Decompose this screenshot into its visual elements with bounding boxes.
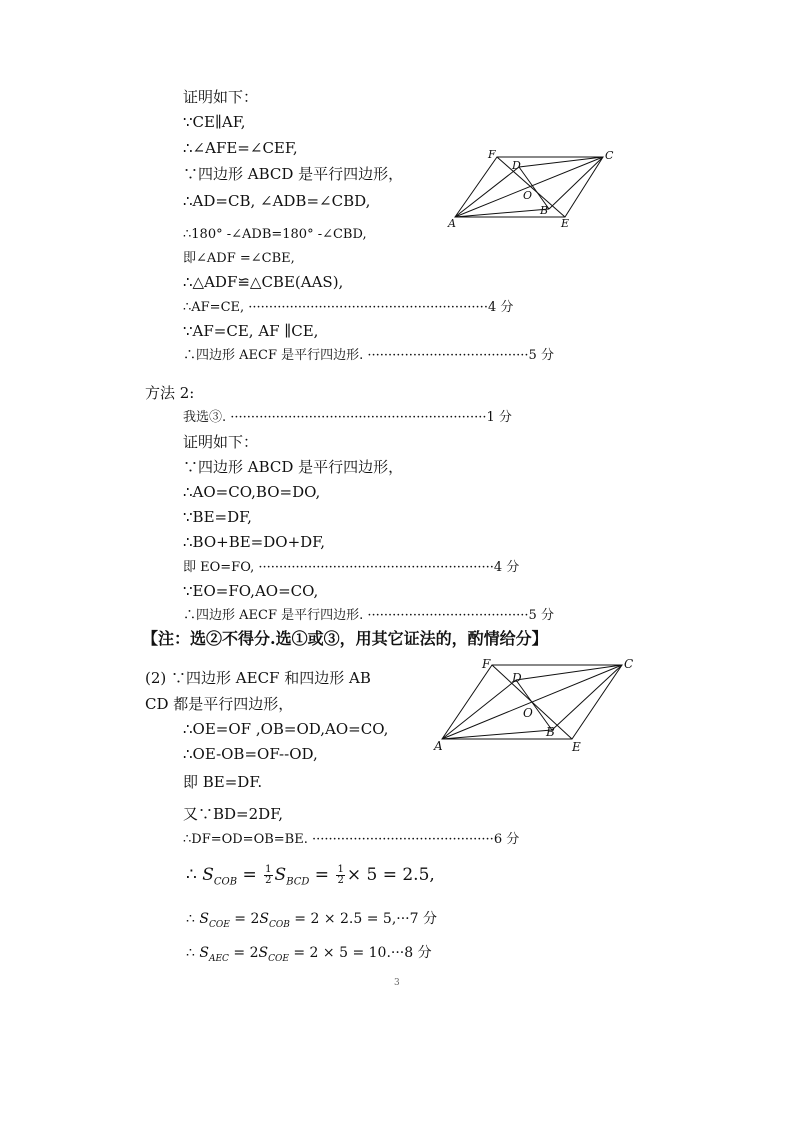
- formula1-sub1: COB: [213, 876, 238, 888]
- method1-line-4: ∵四边形 ABCD 是平行四边形，: [183, 165, 404, 183]
- label-d-2: D: [512, 671, 522, 685]
- label-b: B: [540, 204, 549, 217]
- formula2-s: S: [199, 911, 209, 927]
- grading-note: 【注：选②不得分.选①或③，用其它证法的，酌情给分】: [142, 629, 548, 648]
- method2-heading: 方法 2:: [145, 384, 195, 402]
- label-f-2: F: [482, 657, 491, 671]
- part2-line-7: ∴DF=OD=OB=BE. ············································6 分: [183, 832, 520, 847]
- formula3-sub2: COE: [268, 953, 289, 964]
- formula1-therefore: ∴: [186, 865, 197, 885]
- fraction-half-1: $\frac{1}{2}$: [265, 864, 272, 886]
- fraction-half-2: $\frac{1}{2}$: [337, 864, 344, 886]
- label-e: E: [561, 217, 570, 230]
- method1-line-6: ∴180° -∠ADB=180° -∠CBD,: [183, 227, 367, 242]
- formula2-rest: = 2 × 2.5 = 5,···7 分: [294, 911, 437, 927]
- method1-line-2: ∵CE∥AF,: [183, 113, 246, 131]
- formula-saec: [186, 942, 432, 970]
- formula2-sub1: COE: [208, 919, 230, 930]
- method2-line-8: ∵EO=FO,AO=CO,: [183, 582, 319, 600]
- label-o: O: [523, 189, 533, 202]
- formula3-s: S: [199, 945, 209, 961]
- label-o-2: O: [523, 706, 533, 720]
- formula3-sub1: AEC: [208, 953, 229, 964]
- part2-line-3: ∴OE=OF ,OB=OD,AO=CO,: [183, 720, 389, 738]
- label-d: D: [512, 159, 521, 172]
- formula1-sub2: BCD: [286, 876, 310, 888]
- label-a: A: [448, 217, 456, 230]
- method2-line-9: ∴四边形 AECF 是平行四边形. ·······································5 分: [183, 608, 554, 623]
- label-f: F: [488, 148, 496, 161]
- formula1-s: S: [202, 865, 214, 885]
- formula1-eq2: =: [314, 865, 330, 885]
- formula3-mid: = 2: [233, 945, 259, 961]
- formula-scoe: [186, 908, 437, 936]
- part2-line-4: ∴OE-OB=OF--OD,: [183, 745, 318, 763]
- label-a-2: A: [434, 739, 443, 753]
- formula1-rest: × 5 = 2.5,: [346, 865, 435, 885]
- parallelogram-figure-bottom: [430, 655, 640, 760]
- formula1-eq: =: [242, 865, 257, 885]
- method1-line-3: ∴∠AFE=∠CEF,: [183, 139, 298, 157]
- formula2-s2: S: [259, 911, 269, 927]
- label-b-2: B: [546, 725, 555, 739]
- formula2-sub2: COB: [268, 919, 290, 930]
- method1-line-11: ∴四边形 AECF 是平行四边形. ·······································5 分: [183, 348, 554, 363]
- part2-line-1: (2) ∵四边形 AECF 和四边形 AB: [145, 669, 371, 687]
- formula1-s2: S: [274, 865, 287, 885]
- part2-line-6: 又∵BD=2DF,: [183, 805, 284, 823]
- formula3-therefore: ∴: [186, 945, 195, 961]
- method2-line-4: ∴AO=CO,BO=DO,: [183, 483, 321, 501]
- part2-line-5: 即 BE=DF.: [183, 773, 263, 791]
- formula3-s2: S: [258, 945, 269, 961]
- method2-line-3: ∵四边形 ABCD 是平行四边形，: [183, 458, 404, 476]
- method2-line-5: ∵BE=DF,: [183, 508, 252, 526]
- formula2-therefore: ∴: [186, 911, 195, 927]
- part2-line-2: CD 都是平行四边形，: [145, 695, 294, 713]
- parallelogram-figure-top: [445, 145, 620, 230]
- method1-line-7: 即∠ADF =∠CBE,: [183, 251, 295, 266]
- formula-scob: [186, 862, 435, 895]
- method1-line-8: ∴△ADF≌△CBE(AAS),: [183, 273, 344, 291]
- formula2-mid: = 2: [234, 911, 260, 927]
- label-c-2: C: [624, 657, 634, 671]
- method2-line-1: 我选③. ······························································1 分: [183, 410, 512, 425]
- method1-line-10: ∵AF=CE, AF ∥CE,: [183, 322, 319, 340]
- method2-line-6: ∴BO+BE=DO+DF,: [183, 533, 326, 551]
- label-c: C: [605, 149, 614, 162]
- formula3-rest: = 2 × 5 = 10.···8 分: [293, 945, 432, 961]
- method1-line-1: 证明如下：: [183, 88, 259, 106]
- method2-line-7: 即 EO=FO, ·························································4 分: [183, 560, 520, 575]
- method1-line-5: ∴AD=CB, ∠ADB=∠CBD,: [183, 192, 371, 210]
- page-number: 3: [394, 978, 400, 988]
- method1-line-9: ∴AF=CE, ··························································4 分: [183, 300, 514, 315]
- method2-line-2: 证明如下：: [183, 433, 259, 451]
- label-e-2: E: [572, 740, 581, 754]
